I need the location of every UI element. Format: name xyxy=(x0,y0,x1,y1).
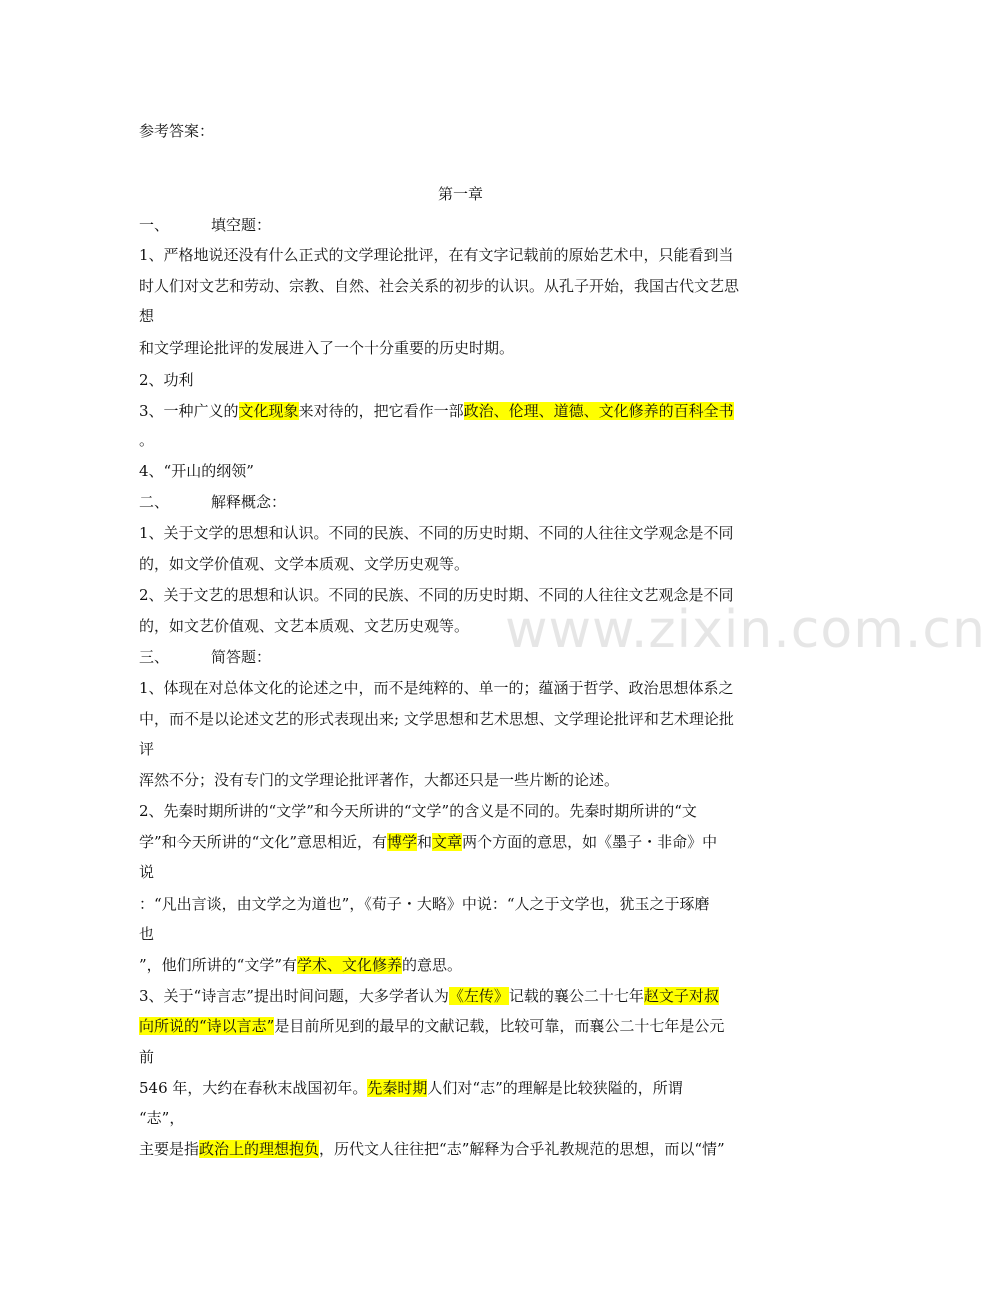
answer-heading: 参考答案： xyxy=(139,122,215,140)
section-1-heading xyxy=(139,215,271,235)
paragraph-line: 也 xyxy=(139,925,155,943)
paragraph-line: 说 xyxy=(139,863,155,881)
text-span: 546 年，大约在春秋末战国初年。 xyxy=(139,1079,368,1097)
text-span: 两个方面的意思，如《墨子・非命》中 xyxy=(462,833,718,851)
highlighted-text: 学术、文化修养 xyxy=(297,956,403,974)
paragraph-line: 浑然不分；没有专门的文学理论批评著作，大都还只是一些片断的论述。 xyxy=(139,771,620,789)
text-span: 3、一种广义的 xyxy=(139,402,239,420)
paragraph-line: 时人们对文艺和劳动、宗教、自然、社会关系的初步的认识。从孔子开始，我国古代文艺思 xyxy=(139,277,740,295)
watermark: www.zixin.com.cn xyxy=(505,600,986,660)
paragraph-line: “志”， xyxy=(139,1109,185,1127)
highlighted-text: 赵文子对叔 xyxy=(643,987,719,1005)
section-number: 三、 xyxy=(139,648,170,666)
highlighted-text: 文化现象 xyxy=(238,402,299,420)
text-span: ”，他们所讲的“文学”有 xyxy=(139,956,298,974)
paragraph-line: 4、“开山的纲领” xyxy=(139,462,254,480)
section-3-heading xyxy=(139,647,271,667)
text-span: 是目前所见到的最早的文献记载，比较可靠，而襄公二十七年是公元 xyxy=(274,1017,725,1035)
highlighted-text: 先秦时期 xyxy=(367,1079,428,1097)
paragraph-line: 1、体现在对总体文化的论述之中，而不是纯粹的、单一的；蕴涵于哲学、政治思想体系之 xyxy=(139,679,734,697)
text-span: 主要是指 xyxy=(139,1140,200,1158)
paragraph-line: 。 xyxy=(139,431,155,449)
highlighted-text: 政治、伦理、道德、文化修养的百科全书 xyxy=(463,402,734,420)
paragraph-line: 评 xyxy=(139,740,155,758)
paragraph-line: 和文学理论批评的发展进入了一个十分重要的历史时期。 xyxy=(139,339,515,357)
text-span: 学”和今天所讲的“文化”意思相近，有 xyxy=(139,833,388,851)
paragraph-line xyxy=(139,955,462,975)
paragraph-line: 中，而不是以论述文艺的形式表现出来; 文学思想和艺术思想、文学理论批评和艺术理论批 xyxy=(139,710,734,728)
paragraph-line: 想 xyxy=(139,307,155,325)
text-span: 记载的襄公二十七年 xyxy=(508,987,644,1005)
paragraph-line: 1、严格地说还没有什么正式的文学理论批评，在有文字记载前的原始艺术中，只能看到当 xyxy=(139,246,734,264)
section-title: 简答题： xyxy=(211,648,272,666)
chapter-title: 第一章 xyxy=(438,185,484,203)
section-2-heading xyxy=(139,492,286,512)
text-span: ，历代文人往往把“志”解释为合乎礼教规范的思想，而以“情” xyxy=(319,1140,725,1158)
section-number: 一、 xyxy=(139,216,170,234)
text-span: 3、关于“诗言志”提出时间问题，大多学者认为 xyxy=(139,987,449,1005)
paragraph-line xyxy=(139,1078,683,1098)
paragraph-line xyxy=(139,401,734,421)
section-title: 填空题： xyxy=(211,216,272,234)
highlighted-text: 文章 xyxy=(432,833,463,851)
paragraph-line: 2、功利 xyxy=(139,371,194,389)
paragraph-line xyxy=(139,1139,725,1159)
text-span: 的意思。 xyxy=(402,956,463,974)
text-span: 和 xyxy=(417,833,433,851)
highlighted-text: 博学 xyxy=(387,833,418,851)
section-title: 解释概念： xyxy=(211,493,287,511)
text-span: 来对待的，把它看作一部 xyxy=(298,402,464,420)
highlighted-text: 向所说的“诗以言志” xyxy=(139,1017,275,1035)
paragraph-line: ：“凡出言谈，由文学之为道也”，《荀子・大略》中说：“人之于文学也，犹玉之于琢磨 xyxy=(139,895,710,913)
paragraph-line: 的，如文学价值观、文学本质观、文学历史观等。 xyxy=(139,555,470,573)
text-span: 人们对“志”的理解是比较狭隘的，所谓 xyxy=(427,1079,683,1097)
paragraph-line xyxy=(139,832,717,852)
highlighted-text: 政治上的理想抱负 xyxy=(199,1140,320,1158)
paragraph-line xyxy=(139,1016,724,1036)
paragraph-line: 2、先秦时期所讲的“文学”和今天所讲的“文学”的含义是不同的。先秦时期所讲的“文 xyxy=(139,802,697,820)
section-number: 二、 xyxy=(139,493,170,511)
paragraph-line xyxy=(139,986,719,1006)
paragraph-line: 2、关于文艺的思想和认识。不同的民族、不同的历史时期、不同的人往往文艺观念是不同 xyxy=(139,586,734,604)
paragraph-line: 前 xyxy=(139,1048,155,1066)
paragraph-line: 的，如文艺价值观、文艺本质观、文艺历史观等。 xyxy=(139,617,470,635)
highlighted-text: 《左传》 xyxy=(448,987,509,1005)
paragraph-line: 1、关于文学的思想和认识。不同的民族、不同的历史时期、不同的人往往文学观念是不同 xyxy=(139,524,734,542)
